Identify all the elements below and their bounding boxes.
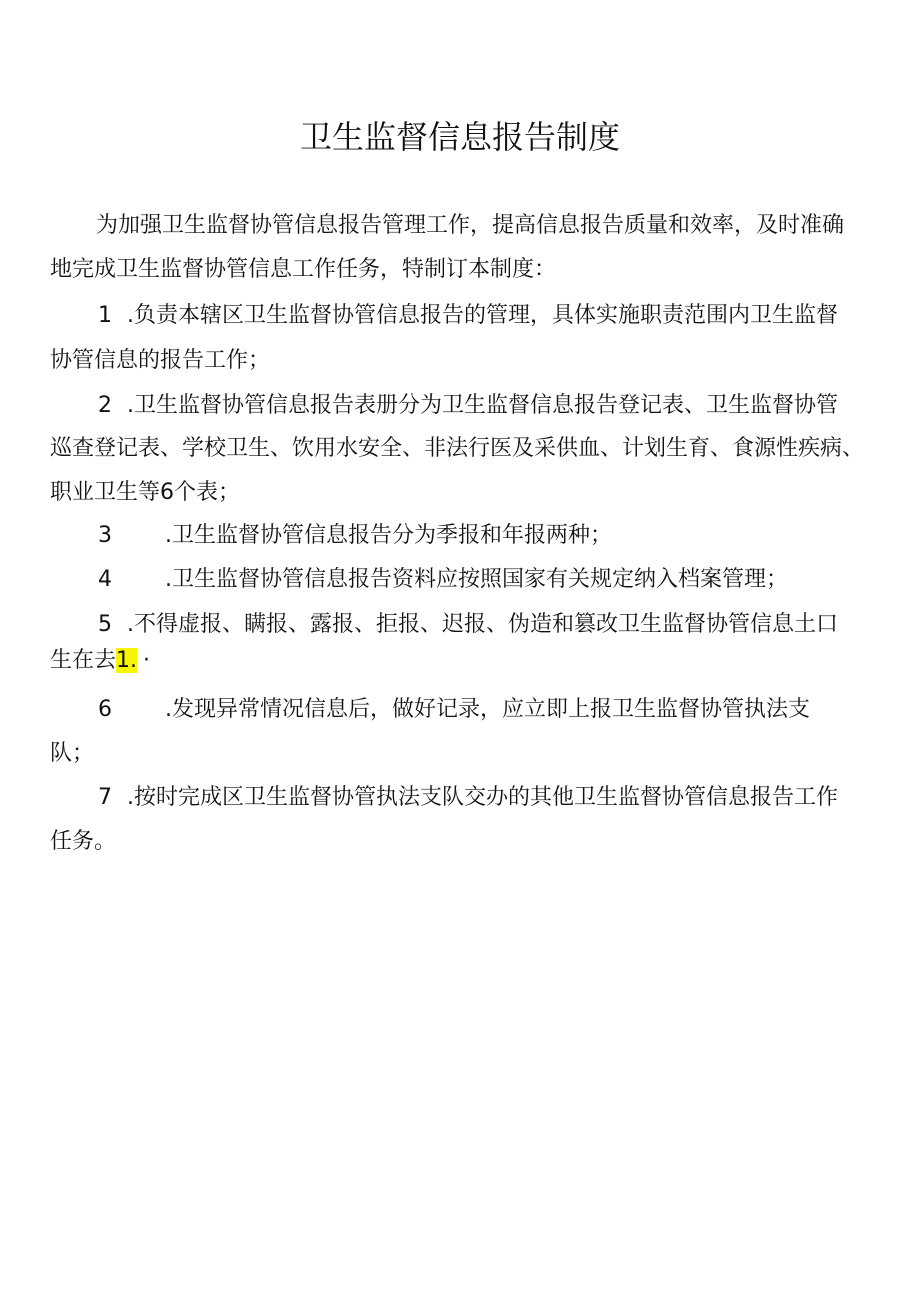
item-text: .发现异常情况信息后，做好记录，应立即上报卫生监督协管执法支 (165, 697, 810, 722)
item-number: 4 (98, 567, 112, 592)
item-number: 7 (98, 785, 112, 810)
intro-line-2: 地完成卫生监督协管信息工作任务，特制订本制度： (50, 257, 557, 282)
item-2-line-1 (98, 391, 838, 421)
item-number: 2 (98, 393, 112, 418)
item-2-line-3: 职业卫生等6个表； (50, 480, 240, 505)
item-5-line-2 (50, 646, 150, 676)
item-text: .卫生监督协管信息报告分为季报和年报两种； (165, 523, 612, 548)
item-7-line-2: 任务。 (50, 829, 117, 854)
item-6-line-1 (98, 695, 810, 725)
item-7-line-1 (98, 783, 838, 813)
item-5-line-1 (98, 610, 838, 640)
item-text-tail: · (143, 648, 151, 673)
item-text: .卫生监督协管信息报告表册分为卫生监督信息报告登记表、卫生监督协管 (127, 393, 838, 418)
item-number: 3 (98, 523, 112, 548)
intro-line-1: 为加强卫生监督协管信息报告管理工作，提高信息报告质量和效率，及时准确 (96, 213, 845, 238)
item-1-line-2: 协管信息的报告工作； (50, 348, 271, 373)
item-text: 生在去 (50, 648, 117, 673)
item-text: .不得虚报、瞒报、露报、拒报、迟报、伪造和篡改卫生监督协管信息土口 (127, 612, 838, 637)
highlighted-text: 1. (116, 648, 138, 673)
item-1-line-1 (98, 301, 838, 331)
page-title: 卫生监督信息报告制度 (299, 118, 620, 156)
item-number: 6 (98, 697, 112, 722)
item-number: 5 (98, 612, 112, 637)
item-text: .负责本辖区卫生监督协管信息报告的管理，具体实施职责范围内卫生监督 (127, 303, 838, 328)
item-2-line-2: 巡查登记表、学校卫生、饮用水安全、非法行医及采供血、计划生育、食源性疾病、 (50, 436, 865, 461)
item-3-line-1 (98, 521, 612, 551)
item-text: .卫生监督协管信息报告资料应按照国家有关规定纳入档案管理； (165, 567, 788, 592)
item-6-line-2: 队； (50, 741, 95, 766)
item-text: .按时完成区卫生监督协管执法支队交办的其他卫生监督协管信息报告工作 (127, 785, 838, 810)
item-number: 1 (98, 303, 112, 328)
item-4-line-1 (98, 565, 788, 595)
